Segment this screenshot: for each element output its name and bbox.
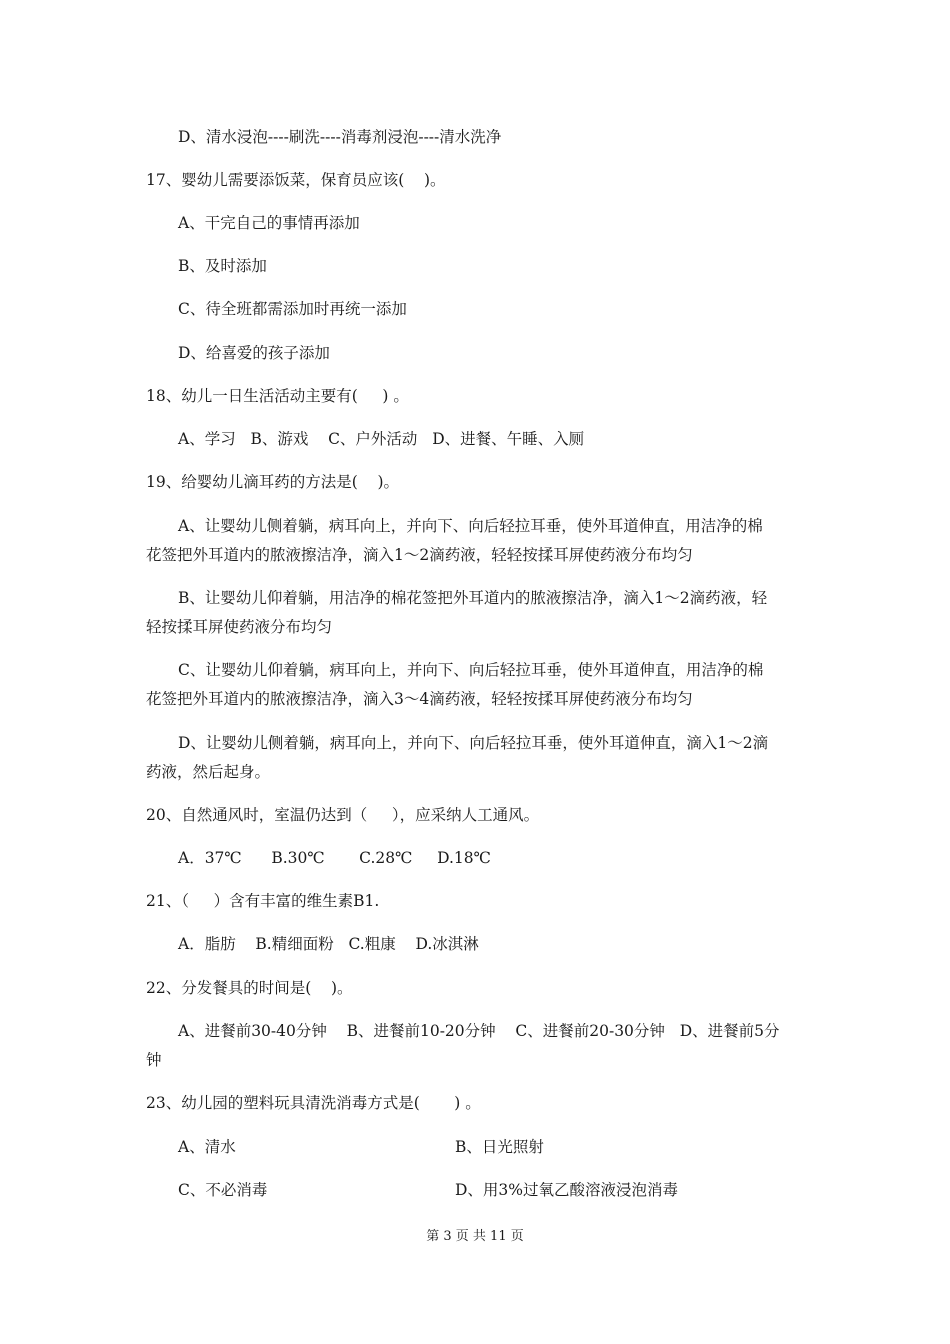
q17-option-b: B、及时添加	[178, 257, 267, 275]
q19-option-c-cont: 花签把外耳道内的脓液擦洁净，滴入3～4滴药液，轻轻按揉耳屏使药液分布均匀	[146, 690, 693, 708]
q21-stem: 21、（ ）含有丰富的维生素B1.	[146, 892, 380, 910]
q16-option-d: D、清水浸泡----刷洗----消毒剂浸泡----清水洗净	[178, 128, 502, 146]
q19-option-d-cont: 药液，然后起身。	[146, 763, 271, 781]
q23-stem: 23、幼儿园的塑料玩具清洗消毒方式是( ) 。	[146, 1094, 481, 1112]
q19-option-c: C、让婴幼儿仰着躺，病耳向上，并向下、向后轻拉耳垂，使外耳道伸直，用洁净的棉	[178, 661, 764, 679]
q19-option-d: D、让婴幼儿侧着躺，病耳向上，并向下、向后轻拉耳垂，使外耳道伸直，滴入1～2滴	[178, 734, 769, 752]
q17-option-c: C、待全班都需添加时再统一添加	[178, 300, 407, 318]
q19-option-b: B、让婴幼儿仰着躺，用洁净的棉花签把外耳道内的脓液擦洁净，滴入1～2滴药液，轻	[178, 589, 768, 607]
q20-stem: 20、自然通风时，室温仍达到（ ），应采纳人工通风。	[146, 806, 540, 824]
q22-stem: 22、分发餐具的时间是( )。	[146, 979, 353, 997]
q18-stem: 18、幼儿一日生活活动主要有( ) 。	[146, 387, 409, 405]
q20-options: A．37℃ B.30℃ C.28℃ D.18℃	[178, 849, 491, 867]
q23-option-d: D、用3%过氧乙酸溶液浸泡消毒	[455, 1181, 679, 1199]
q23-option-a: A、清水	[178, 1138, 236, 1156]
q19-stem: 19、给婴幼儿滴耳药的方法是( )。	[146, 473, 400, 491]
q21-options: A．脂肪 B.精细面粉 C.粗康 D.冰淇淋	[178, 935, 479, 953]
page-footer: 第 3 页 共 11 页	[426, 1229, 524, 1244]
q22-options: A、进餐前30-40分钟 B、进餐前10-20分钟 C、进餐前20-30分钟 D、进餐前5分	[178, 1022, 780, 1040]
q17-option-d: D、给喜爱的孩子添加	[178, 344, 330, 362]
q22-options-cont: 钟	[146, 1051, 162, 1069]
q19-option-b-cont: 轻按揉耳屏使药液分布均匀	[146, 618, 333, 636]
q19-option-a-cont: 花签把外耳道内的脓液擦洁净，滴入1～2滴药液，轻轻按揉耳屏使药液分布均匀	[146, 546, 693, 564]
q18-options: A、学习 B、游戏 C、户外活动 D、进餐、午睡、入厕	[178, 430, 585, 448]
q23-option-c: C、不必消毒	[178, 1181, 268, 1199]
q23-option-b: B、日光照射	[455, 1138, 544, 1156]
q17-stem: 17、婴幼儿需要添饭菜，保育员应该( )。	[146, 171, 446, 189]
q17-option-a: A、干完自己的事情再添加	[178, 214, 360, 232]
q19-option-a: A、让婴幼儿侧着躺，病耳向上，并向下、向后轻拉耳垂，使外耳道伸直，用洁净的棉	[178, 517, 763, 535]
